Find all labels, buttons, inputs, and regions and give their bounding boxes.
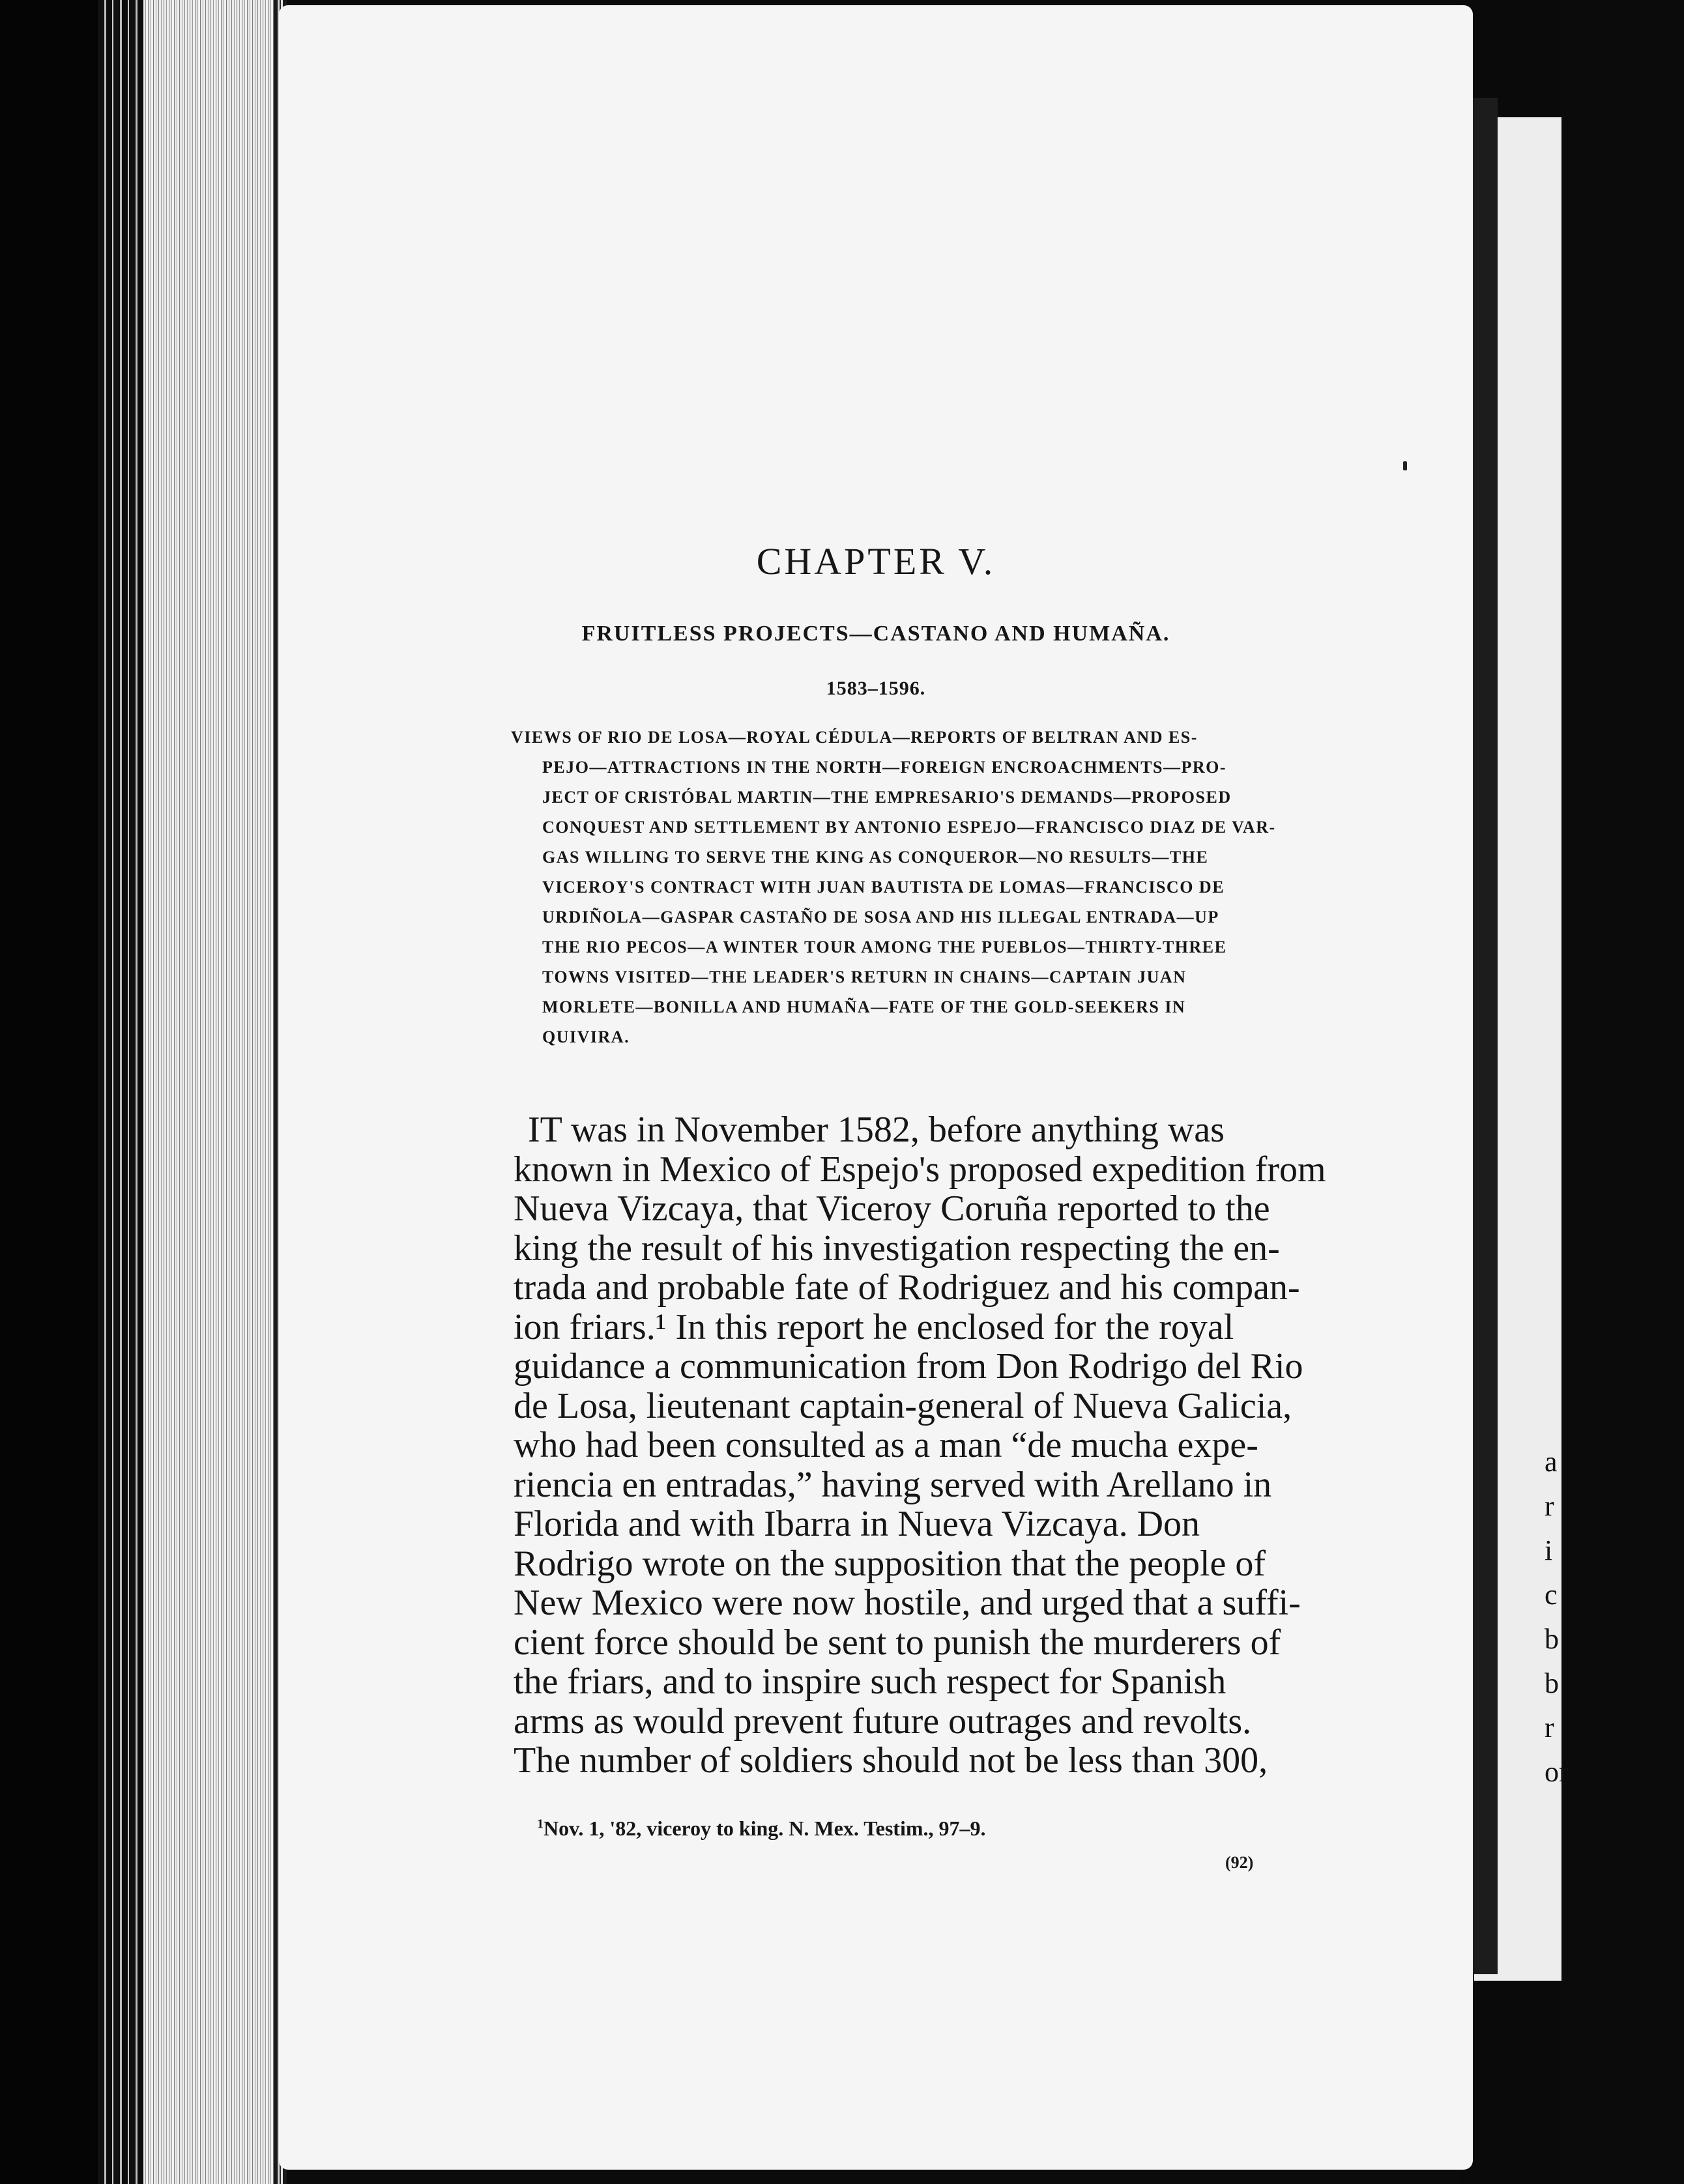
chapter-synopsis: [511, 723, 1684, 1052]
synopsis-line: TOWNS VISITED—THE LEADER'S RETURN IN CHAINS—CAPTAIN JUAN: [542, 968, 1187, 986]
body-line: Florida and with Ibarra in Nueva Vizcaya. Don: [514, 1504, 1200, 1544]
body-line: New Mexico were now hostile, and urged that a suffi-: [514, 1583, 1301, 1623]
facing-letter: r: [1545, 1490, 1554, 1522]
body-text: [514, 1110, 1680, 1781]
body-line: king the result of his investigation respecting the en-: [514, 1228, 1280, 1269]
body-line: who had been consulted as a man “de mucha expe-: [514, 1425, 1258, 1465]
body-line: Nueva Vizcaya, that Viceroy Coruña reported to the: [514, 1188, 1270, 1229]
body-line: trada and probable fate of Rodriguez and his compan-: [514, 1267, 1300, 1308]
synopsis-line: GAS WILLING TO SERVE THE KING AS CONQUEROR—NO RESULTS—THE: [542, 848, 1209, 867]
body-line: Rodrigo wrote on the supposition that the people of: [514, 1543, 1266, 1584]
body-line: cient force should be sent to punish the murderers of: [514, 1622, 1281, 1663]
page-number: (92): [1225, 1853, 1254, 1872]
facing-letter: i: [1545, 1534, 1553, 1566]
body-line: the friars, and to inspire such respect for Spanish: [514, 1661, 1227, 1702]
body-line: riencia en entradas,” having served with Arellano in: [514, 1464, 1272, 1505]
facing-letter: or: [1545, 1756, 1569, 1788]
facing-letter: b: [1545, 1623, 1559, 1655]
synopsis-line: CONQUEST AND SETTLEMENT BY ANTONIO ESPEJO—FRANCISCO DIAZ DE VAR-: [542, 818, 1276, 837]
page-edge-stack-light: [143, 0, 274, 2184]
body-line: known in Mexico of Espejo's proposed expedition from: [514, 1149, 1326, 1190]
page-edge-stack: [98, 0, 143, 2184]
chapter-dates: 1583–1596.: [826, 678, 926, 699]
body-line: IT was in November 1582, before anything was: [528, 1110, 1225, 1150]
facing-letter: c: [1545, 1579, 1558, 1611]
footnote-marker: 1: [537, 1817, 544, 1832]
chapter-subtitle: FRUITLESS PROJECTS—CASTANO AND HUMAÑA.: [581, 622, 1170, 646]
footnote: [537, 1817, 986, 1841]
page-edge-shadow: [0, 0, 98, 2184]
synopsis-line: PEJO—ATTRACTIONS IN THE NORTH—FOREIGN ENCROACHMENTS—PRO-: [542, 758, 1227, 777]
book-page-edges: [0, 0, 287, 2184]
facing-letter: r: [1545, 1712, 1554, 1744]
body-line: arms as would prevent future outrages and revolts.: [514, 1701, 1252, 1742]
synopsis-line: JECT OF CRISTÓBAL MARTIN—THE EMPRESARIO'S DEMANDS—PROPOSED: [542, 788, 1232, 807]
synopsis-line: QUIVIRA.: [542, 1027, 630, 1046]
body-line: guidance a communication from Don Rodrigo del Rio: [514, 1346, 1303, 1387]
body-line: The number of soldiers should not be less than 300,: [514, 1740, 1268, 1781]
facing-page-fragments: [1545, 1440, 1569, 1794]
body-line: ion friars.¹ In this report he enclosed for the royal: [514, 1306, 1234, 1347]
body-line: de Losa, lieutenant captain-general of Nueva Galicia,: [514, 1385, 1292, 1426]
book-page: [279, 5, 1473, 2170]
facing-letter: a: [1545, 1446, 1558, 1478]
synopsis-line: THE RIO PECOS—A WINTER TOUR AMONG THE PUEBLOS—THIRTY-THREE: [542, 938, 1227, 956]
page-content: [279, 5, 1473, 2170]
synopsis-line: URDIÑOLA—GASPAR CASTAÑO DE SOSA AND HIS ILLEGAL ENTRADA—UP: [542, 908, 1219, 927]
synopsis-line: VICEROY'S CONTRACT WITH JUAN BAUTISTA DE LOMAS—FRANCISCO DE: [542, 878, 1225, 897]
ink-speck: [1403, 461, 1407, 470]
synopsis-line: MORLETE—BONILLA AND HUMAÑA—FATE OF THE GOLD-SEEKERS IN: [542, 998, 1186, 1016]
synopsis-line: VIEWS OF RIO DE LOSA—ROYAL CÉDULA—REPORTS OF BELTRAN AND ES-: [511, 728, 1198, 747]
facing-letter: b: [1545, 1667, 1559, 1699]
chapter-title: CHAPTER V.: [756, 540, 996, 582]
footnote-text: Nov. 1, '82, viceroy to king. N. Mex. Testim., 97–9.: [544, 1817, 986, 1840]
